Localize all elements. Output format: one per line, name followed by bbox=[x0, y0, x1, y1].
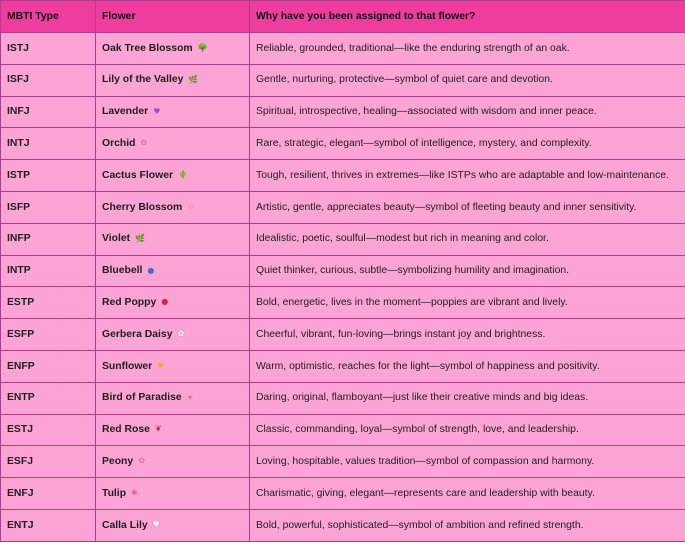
reason-cell: Quiet thinker, curious, subtle—symbolizing humility and imagination. bbox=[250, 255, 685, 287]
mbti-type-cell: ENFJ bbox=[1, 478, 96, 510]
flower-name: Oak Tree Blossom bbox=[102, 42, 193, 54]
reason-cell: Warm, optimistic, reaches for the light—symbol of happiness and positivity. bbox=[250, 350, 685, 382]
flower-cell bbox=[96, 223, 250, 255]
flower-cell bbox=[96, 287, 250, 319]
mbti-type-cell: INTP bbox=[1, 255, 96, 287]
flower-name: Peony bbox=[102, 456, 134, 468]
flower-cell bbox=[96, 33, 250, 65]
table-row bbox=[1, 319, 685, 351]
table-row bbox=[1, 446, 685, 478]
flower-cell bbox=[96, 191, 250, 223]
reason-cell: Gentle, nurturing, protective—symbol of quiet care and devotion. bbox=[250, 64, 685, 96]
purple-heart-icon: ♥ bbox=[153, 106, 161, 116]
flower-cell bbox=[96, 160, 250, 192]
reason-cell: Idealistic, poetic, soulful—modest but rich in meaning and color. bbox=[250, 223, 685, 255]
table-row bbox=[1, 160, 685, 192]
flower-cell bbox=[96, 478, 250, 510]
flower-name: Gerbera Daisy bbox=[102, 328, 173, 340]
reason-cell: Tough, resilient, thrives in extremes—like ISTPs who are adaptable and low-maintenance. bbox=[250, 160, 685, 192]
flower-cell bbox=[96, 509, 250, 541]
leaf-sprig-icon: 🌿 bbox=[135, 233, 146, 243]
mbti-type-cell: ENTP bbox=[1, 382, 96, 414]
table-row bbox=[1, 478, 685, 510]
flower-name: Tulip bbox=[102, 487, 127, 499]
flower-cell bbox=[96, 128, 250, 160]
cactus-icon: 🌵 bbox=[178, 170, 188, 180]
flower-cell bbox=[96, 350, 250, 382]
table-row bbox=[1, 223, 685, 255]
flower-cell bbox=[96, 446, 250, 478]
flower-name: Bird of Paradise bbox=[102, 392, 182, 404]
flower-cell bbox=[96, 382, 250, 414]
white-heart-icon: ♥ bbox=[152, 519, 160, 529]
mbti-type-cell: ISFP bbox=[1, 191, 96, 223]
flower-cell bbox=[96, 96, 250, 128]
table-row bbox=[1, 128, 685, 160]
table-row bbox=[1, 287, 685, 319]
rose-icon: ❦ bbox=[154, 424, 162, 434]
reason-cell: Reliable, grounded, traditional—like the enduring strength of an oak. bbox=[250, 33, 685, 65]
mbti-type-cell: INFP bbox=[1, 223, 96, 255]
mbti-type-cell: ISFJ bbox=[1, 64, 96, 96]
deciduous-tree-icon: 🌳 bbox=[197, 42, 208, 52]
reason-cell: Charismatic, giving, elegant—represents care and leadership with beauty. bbox=[250, 478, 685, 510]
header-reason: Why have you been assigned to that flower? bbox=[250, 1, 685, 33]
reason-cell: Bold, powerful, sophisticated—symbol of ambition and refined strength. bbox=[250, 509, 685, 541]
table-row bbox=[1, 255, 685, 287]
tulip-icon: ❀ bbox=[131, 488, 138, 498]
table-body bbox=[1, 33, 685, 542]
flower-name: Orchid bbox=[102, 138, 136, 150]
mbti-type-cell: ISTJ bbox=[1, 33, 96, 65]
reason-cell: Cheerful, vibrant, fun-loving—brings instant joy and brightness. bbox=[250, 319, 685, 351]
reason-cell: Spiritual, introspective, healing—associated with wisdom and inner peace. bbox=[250, 96, 685, 128]
table-row bbox=[1, 191, 685, 223]
flower-name: Red Rose bbox=[102, 424, 150, 436]
flower-name: Lavender bbox=[102, 106, 149, 118]
mbti-type-cell: ESTP bbox=[1, 287, 96, 319]
flower-cell bbox=[96, 64, 250, 96]
header-flower: Flower bbox=[96, 1, 250, 33]
flower-name: Cherry Blossom bbox=[102, 201, 183, 213]
reason-cell: Bold, energetic, lives in the moment—poppies are vibrant and lively. bbox=[250, 287, 685, 319]
flower-cell bbox=[96, 255, 250, 287]
flower-name: Sunflower bbox=[102, 360, 153, 372]
reason-cell: Artistic, gentle, appreciates beauty—symbol of fleeting beauty and inner sensitivity. bbox=[250, 191, 685, 223]
mbti-type-cell: INTJ bbox=[1, 128, 96, 160]
reason-cell: Loving, hospitable, values tradition—symbol of compassion and harmony. bbox=[250, 446, 685, 478]
table-row bbox=[1, 350, 685, 382]
mbti-type-cell: ISTP bbox=[1, 160, 96, 192]
mbti-type-cell: ENTJ bbox=[1, 509, 96, 541]
flower-cell bbox=[96, 414, 250, 446]
table-row bbox=[1, 96, 685, 128]
mbti-type-cell: ESTJ bbox=[1, 414, 96, 446]
sunflower-icon: ✺ bbox=[157, 360, 164, 370]
table-row bbox=[1, 33, 685, 65]
mbti-type-cell: ENFP bbox=[1, 350, 96, 382]
mbti-type-cell: ESFJ bbox=[1, 446, 96, 478]
red-circle-icon: ● bbox=[161, 297, 169, 307]
reason-cell: Daring, original, flamboyant—just like their creative minds and big ideas. bbox=[250, 382, 685, 414]
flower-icon: ✿ bbox=[140, 138, 148, 148]
mbti-type-cell: INFJ bbox=[1, 96, 96, 128]
peony-icon: ✿ bbox=[138, 456, 145, 466]
table-header-row bbox=[1, 1, 685, 33]
leaf-sprig-icon: 🌿 bbox=[188, 74, 199, 84]
table-row bbox=[1, 414, 685, 446]
bird-of-paradise-icon: ✦ bbox=[186, 392, 194, 402]
daisy-icon: ✿ bbox=[177, 329, 185, 339]
header-mbti-type: MBTI Type bbox=[1, 1, 96, 33]
flower-name: Bluebell bbox=[102, 265, 143, 277]
reason-cell: Rare, strategic, elegant—symbol of intelligence, mystery, and complexity. bbox=[250, 128, 685, 160]
flower-name: Violet bbox=[102, 233, 131, 245]
table-row bbox=[1, 382, 685, 414]
flower-name: Calla Lily bbox=[102, 519, 148, 531]
flower-cell bbox=[96, 319, 250, 351]
table-row bbox=[1, 64, 685, 96]
mbti-type-cell: ESFP bbox=[1, 319, 96, 351]
flower-name: Lily of the Valley bbox=[102, 74, 184, 86]
reason-cell: Classic, commanding, loyal—symbol of strength, love, and leadership. bbox=[250, 414, 685, 446]
flower-name: Red Poppy bbox=[102, 297, 157, 309]
blue-circle-icon: ● bbox=[147, 265, 155, 275]
flower-name: Cactus Flower bbox=[102, 169, 174, 181]
cherry-blossom-icon: ✿ bbox=[187, 201, 194, 211]
table-row bbox=[1, 509, 685, 541]
